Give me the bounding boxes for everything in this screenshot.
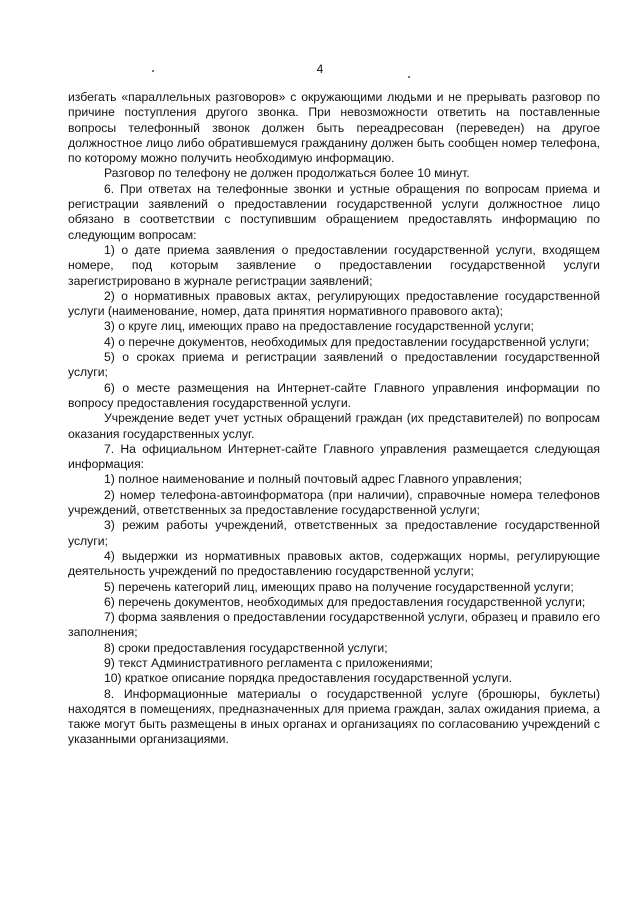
paragraph: 8) сроки предоставления государственной услуги; [104,640,388,655]
paragraph: 2) о нормативных правовых актах, регулирующих предоставление государственной услуги (наименование, номер, дата принятия нормативного правового акта); [68,288,600,319]
paragraph: 3) о круге лиц, имеющих право на предоставление государственной услуги; [104,319,534,334]
paragraph: 9) текст Административного регламента с приложениями; [104,655,433,670]
paragraph: 5) перечень категорий лиц, имеющих право на получение государственной услуги; [104,579,574,594]
paragraph: 1) о дате приема заявления о предоставлении государственной услуги, входящем номере, под которым заявление о предоставлении государственной услуги зарегистрировано в журнале регистрации заявлений; [68,242,600,288]
paragraph: 6) о месте размещения на Интернет-сайте Главного управления информации по вопросу предоставления государственной услуги. [68,380,600,410]
page-number: 4 [316,62,324,76]
paragraph: 8. Информационные материалы о государственной услуге (брошюры, буклеты) находятся в помещениях, предназначенных для приема граждан, залах ожидания приема, а также могут быть размещены в иных органах и организациях по согласованию учреждений с указанными организациями. [68,686,600,747]
paragraph: 4) выдержки из нормативных правовых актов, содержащих нормы, регулирующие деятельность учреждений по предоставлению государственной услуги; [68,548,600,579]
paragraph: 7) форма заявления о предоставлении государственной услуги, образец и правило его заполнения; [68,610,600,640]
paragraph: 5) о сроках приема и регистрации заявлений о предоставлении государственной услуги; [68,350,600,380]
paragraph: избегать «параллельных разговоров» с окружающими людьми и не прерывать разговор по причине поступления другого звонка. При невозможности ответить на поставленные вопросы телефонный звонок должен быть переадресован (переведен) на другое должностное лицо либо обратившемуся гражданину должен быть сообщен номер телефона, по которому можно получить необходимую информацию. [68,90,600,166]
paragraph: 2) номер телефона-автоинформатора (при наличии), справочные номера телефонов учреждений, ответственных за предоставление государственной услуги; [68,487,600,518]
paragraph: Разговор по телефону не должен продолжаться более 10 минут. [104,166,470,181]
scan-speck [408,76,410,78]
paragraph: 6) перечень документов, необходимых для предоставления государственной услуги; [104,594,586,609]
document-body [68,90,600,748]
scan-speck [152,70,154,72]
paragraph: 4) о перечне документов, необходимых для предоставлении государственной услуги; [104,334,590,349]
paragraph: 10) краткое описание порядка предоставления государственной услуги. [104,671,513,686]
paragraph: 6. При ответах на телефонные звонки и устные обращения по вопросам приема и регистрации заявлений о предоставлении государственной услуги должностное лицо обязано в соответствии с поступившим обращением предоставлять информацию по следующим вопросам: [68,181,600,242]
paragraph: 1) полное наименование и полный почтовый адрес Главного управления; [104,472,523,487]
paragraph: 3) режим работы учреждений, ответственных за предоставление государственной услуги; [68,518,600,548]
paragraph: 7. На официальном Интернет-сайте Главного управления размещается следующая информация: [68,441,600,472]
paragraph: Учреждение ведет учет устных обращений граждан (их представителей) по вопросам оказания государственных услуг. [68,411,600,441]
